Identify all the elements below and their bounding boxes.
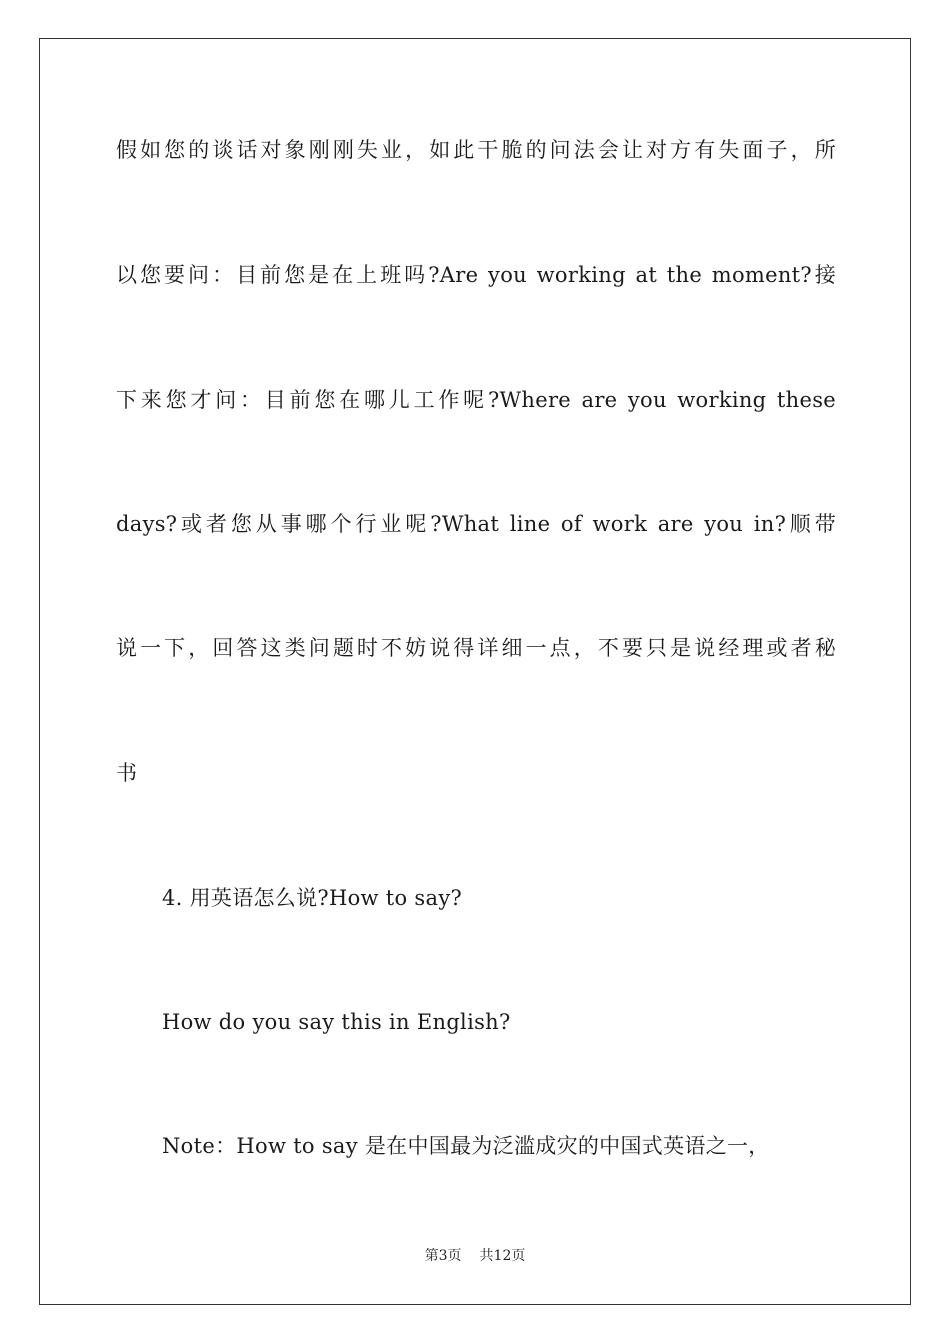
paragraph-line-1: 假如您的谈话对象刚刚失业，如此干脆的问法会让对方有失面子，所 (116, 138, 836, 162)
note-line: Note：How to say 是在中国最为泛滥成灾的中国式英语之一， (162, 1134, 770, 1158)
paragraph-line-4: days?或者您从事哪个行业呢?What line of work are you in?顺带 (116, 512, 836, 536)
example-sentence: How do you say this in English? (162, 1010, 511, 1034)
section-heading: 4. 用英语怎么说?How to say? (162, 886, 463, 910)
paragraph-line-6: 书 (116, 761, 138, 785)
page-total: 共12页 (479, 1248, 526, 1264)
paragraph-line-2: 以您要问：目前您是在上班吗?Are you working at the moment?接 (116, 263, 836, 287)
page-border (39, 38, 911, 1305)
page-number: 第3页 (424, 1248, 462, 1264)
page-footer (0, 1246, 950, 1266)
paragraph-line-3: 下来您才问：目前您在哪儿工作呢?Where are you working these (116, 388, 836, 412)
paragraph-line-5: 说一下，回答这类问题时不妨说得详细一点，不要只是说经理或者秘 (116, 636, 836, 660)
